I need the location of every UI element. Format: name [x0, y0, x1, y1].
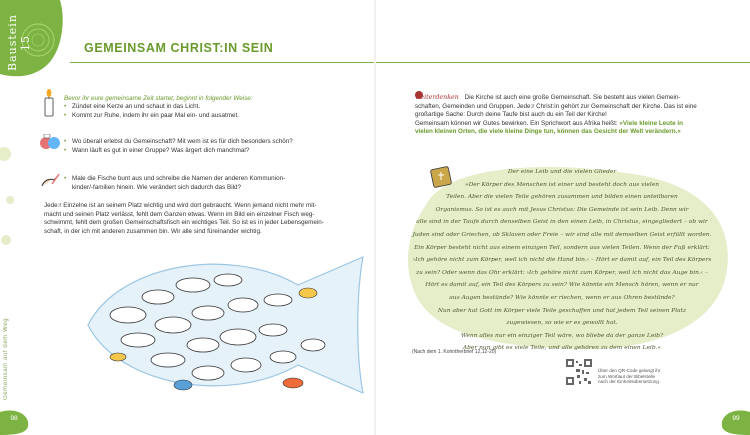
proverb-quote: »Viele kleine Leute in — [619, 119, 683, 127]
bible-source: (Nach dem 1. Korintherbrief 12,12-20) — [412, 349, 497, 355]
qr-note — [598, 368, 678, 385]
qr-note-line: zum Wortlaut der Bibelstelle — [598, 373, 656, 379]
intro-heading: Bevor ihr eure gemeinsame Zeit startet, beginnt in folgender Weise: — [64, 95, 253, 102]
bible-line: alle sind in der Taufe durch denselben Geist in den einen Leib, in Christus, eingegliedert – ob wir — [416, 219, 708, 226]
bible-line: Aber nun gibt es viele Teile, und alle gehören zu dem einen Leib.« — [462, 345, 662, 352]
paragraph-line: großartige Sache: Durch deine Taufe bist auch du ein Teil der Kirche! — [415, 111, 607, 119]
weiterdenken-paragraph — [415, 94, 713, 137]
bible-line: Juden sind oder Griechen, ob Sklaven oder Freie – wir sind alle mit demselben Geist erfüllt worden. — [412, 231, 712, 238]
list-item: • Wann läuft es gut in einer Gruppe? Was ärgert dich manchmal? — [64, 147, 364, 156]
list-item — [64, 175, 364, 192]
baustein-label: Baustein 15 — [6, 14, 32, 72]
qr-note-line: Über den QR-Code gelangt ihr — [598, 368, 661, 373]
candle-icon — [40, 88, 58, 118]
list-item: • Wo überall erlebst du Gemeinschaft? Mit wem ist es für dich besonders schön? — [64, 138, 364, 147]
qr-code[interactable] — [565, 358, 593, 386]
paragraph-line: macht und seinen Platz verlässt, fehlt dem Ganzen etwas. Wenn im Bild ein einzelner Fisch weg- — [44, 210, 315, 218]
page-number-right: 99 — [732, 415, 740, 422]
paragraph-line: Gemeinsam können wir Gutes bewirken. Ein Sprichwort aus Afrika heißt: — [415, 119, 618, 127]
paragraph-line: schaften, Gemeinden und Gruppen. Jede:r Christ:in gehört zur Gemeinschaft der Kirche. Das ist eine — [415, 102, 697, 110]
bible-title: Der eine Leib und die vielen Glieder — [507, 169, 617, 175]
bible-line: Nun aber hat Gott im Körper viele Teile geschaffen und hat jedem Teil seinen Platz — [437, 307, 687, 314]
bible-line: aus Augen bestünde? Wie könnte er riechen, wenn er aus Ohren bestünde? — [449, 294, 675, 301]
talking-people-icon — [38, 134, 62, 154]
bullet-line: Male die Fische bunt aus und schreibe die Namen der anderen Kommunion- — [72, 175, 286, 182]
bible-line: Ein Körper besteht nicht aus einem einzigen Teil, sondern aus vielen Teilen. Wenn der Fuß erklärt: — [414, 244, 710, 251]
weiterdenken-label: weiterdenken — [415, 94, 459, 101]
header-divider — [70, 62, 750, 63]
decor-circles — [0, 140, 20, 260]
bible-passage — [412, 166, 712, 355]
proverb-quote: vielen kleinen Orten, die viele kleine Dinge tun, können das Gesicht der Welt verändern.« — [415, 128, 681, 136]
bible-line: zugewiesen, so wie er es gewollt hat. — [506, 320, 618, 327]
qr-note-line: nach der Einheitsübersetzung. — [598, 379, 661, 385]
bible-line: Teilen. Aber die vielen Teile gehören zusammen und bilden einen unteilbaren — [446, 194, 678, 201]
bible-line: ›Ich gehöre nicht zum Körper, weil ich nicht die Hand bin.‹ – Hört er damit auf, ein Teil des Körpers — [412, 257, 712, 264]
paragraph-line: schaft, in der ich mit anderen zusammen bin. Wir alle sind füreinander wichtig. — [44, 227, 262, 235]
bible-line: zu sein? Oder wenn das Ohr erklärt: ›Ich gehöre nicht zum Körper, weil ich nicht das Auge bin.‹ – — [416, 269, 708, 276]
candle-bullets — [64, 103, 364, 120]
bible-line: Wenn alles nur ein einziger Teil wäre, wo bliebe da der ganze Leib? — [460, 332, 664, 339]
page-number-left: 98 — [10, 415, 18, 422]
page-title: GEMEINSAM CHRIST:IN SEIN — [84, 41, 274, 55]
bullet-line: kinder/-familien hinein. Wie verändert sich dadurch das Bild? — [72, 183, 242, 191]
paragraph-line: Die Kirche ist auch eine große Gemeinschaft. Sie besteht aus vielen Gemein- — [464, 94, 681, 101]
paragraph-line: schwimmt, fehlt dem großen Gemeinschaftsfisch ein wichtiges Teil. So ist es in jeder Lebensgemein- — [44, 219, 324, 227]
talk-bullets — [64, 138, 364, 155]
left-paragraph — [44, 202, 360, 236]
list-item: • Zündet eine Kerze an und schaut in das Licht. — [64, 103, 364, 112]
paragraph-line: Jede:r Einzelne ist an seinem Platz wichtig und wird dort gebraucht. Wenn jemand nicht mehr mit- — [44, 202, 317, 209]
bible-line: Hört es damit auf, ein Teil des Körpers zu sein? Wie könnte ein Mensch hören, wenn er nur — [425, 282, 699, 289]
list-item: • Kommt zur Ruhe, indem ihr ein paar Mal ein- und ausatmet. — [64, 112, 364, 121]
pencil-hand-icon — [40, 172, 60, 190]
page-gutter — [374, 0, 376, 435]
bible-line: »Der Körper des Menschen ist einer und besteht doch aus vielen — [464, 181, 659, 188]
community-fish-illustration — [78, 245, 368, 405]
draw-bullets — [64, 175, 364, 192]
side-label: Gemeinsam auf dem Weg — [3, 317, 9, 400]
bible-line: Organismus. So ist es auch mit Jesus Christus: Die Gemeinde ist sein Leib. Denn wir — [435, 206, 689, 213]
